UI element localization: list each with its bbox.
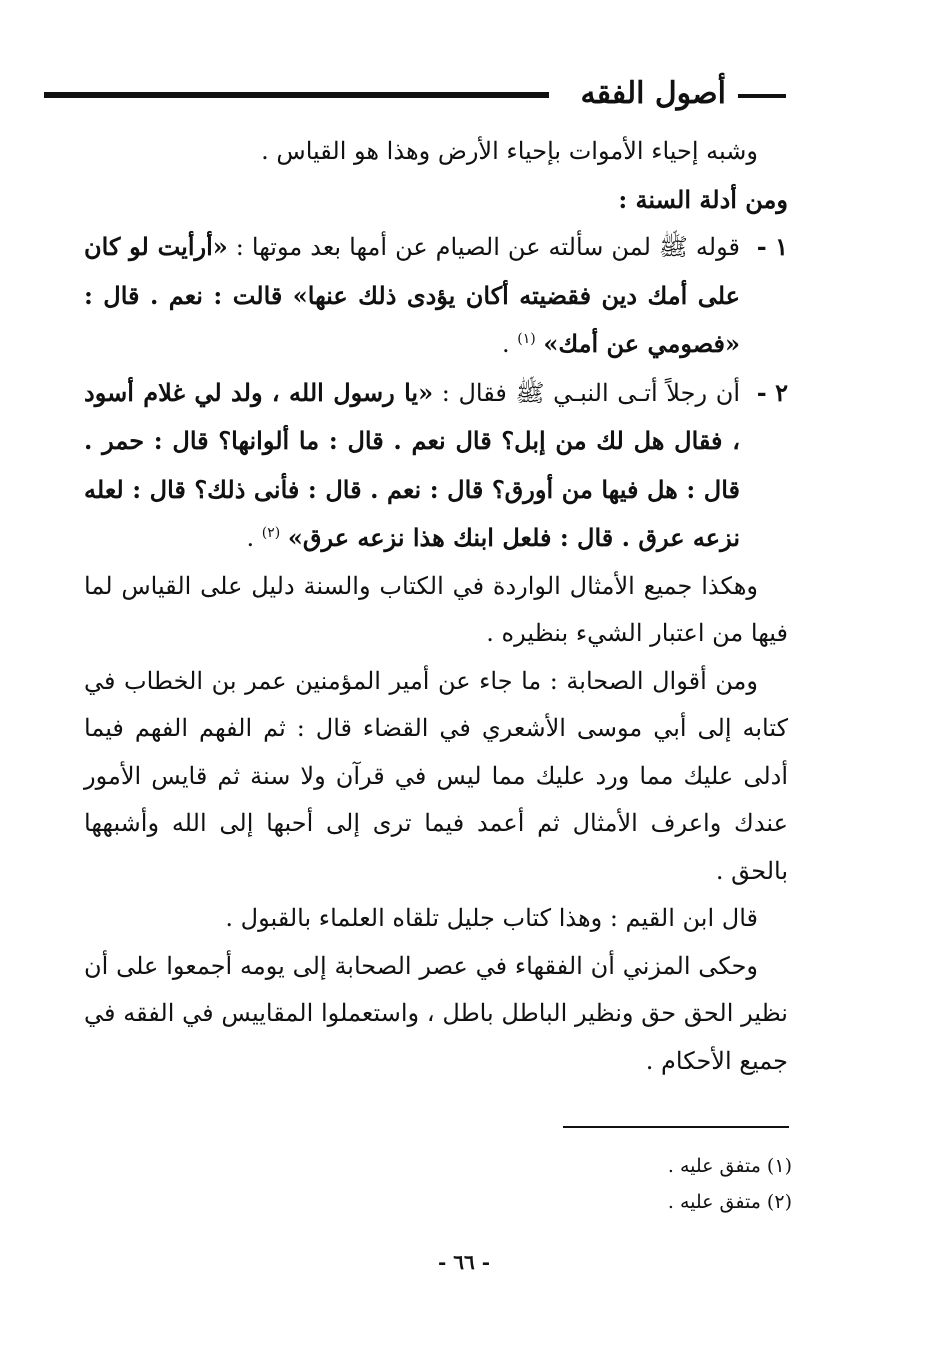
footnote-separator xyxy=(563,1126,789,1128)
footnote: (٢) متفق عليه . xyxy=(667,1191,792,1213)
hadith-quote: «يا رسول الله ، ولد لي غلام أسود ، فقال هل لك من إبل؟ قال نعم . قال : ما ألوانها؟ قال : حمر . قال : هل فيها من أورق؟ قال : نعم . قال : فأنى ذلك؟ قال : لعله نزعه عرق . قال : فلعل ابنك هذا نزعه عرق» xyxy=(84,377,740,552)
page-number: - ٦٦ - xyxy=(437,1250,490,1274)
footnote-reference: (١) xyxy=(517,331,536,347)
header-rule xyxy=(44,92,549,98)
paragraph-ibn-qayyim: قال ابن القيم : وهذا كتاب جليل تلقاه العلماء بالقبول . xyxy=(225,904,758,932)
paragraph-qiyas: وشبه إحياء الأموات بإحياء الأرض وهذا هو القياس . xyxy=(261,137,758,165)
body-text xyxy=(84,128,788,1085)
list-item-number: ١ - xyxy=(756,232,788,261)
paragraph-muzani: وحكى المزني أن الفقهاء في عصر الصحابة إلى يومه أجمعوا على أن نظير الحق حق ونظير الباطل باطل ، واستعملوا المقاييس في الفقه في جميع الأحكام . xyxy=(84,951,788,1075)
list-item xyxy=(84,223,788,369)
running-header xyxy=(44,72,786,116)
footnote: (١) متفق عليه . xyxy=(667,1155,792,1177)
header-dash xyxy=(738,94,786,98)
paragraph-companions: ومن أقوال الصحابة : ما جاء عن أمير المؤمنين عمر بن الخطاب في كتابه إلى أبي موسى الأشعري في القضاء قال : ثم الفهم الفهم فيما أدلى عليك مما ورد عليك مما ليس في قرآن ولا سنة ثم قايس الأمور عندك واعرف الأمثال ثم أعمد فيما ترى إلى أحبها إلى الله وأشبهها بالحق . xyxy=(84,666,788,885)
paragraph-parables: وهكذا جميع الأمثال الواردة في الكتاب والسنة دليل على القياس لما فيها من اعتبار الشيء بنظيره . xyxy=(84,571,788,647)
list-item xyxy=(84,369,788,563)
list-item-number: ٢ - xyxy=(756,377,788,407)
item-end-mark: . xyxy=(246,524,255,552)
hadith-quote: «أرأيت لو كان على أمك دين فقضيته أكان يؤدى ذلك عنها» قالت : نعم . قال : «فصومي عن أمك» xyxy=(84,232,740,358)
footnote-reference: (٢) xyxy=(261,525,281,541)
item-lead-text: أن رجلاً أتـى النبـي ﷺ فقال : xyxy=(441,378,740,407)
item-lead-text: قوله ﷺ لمن سألته عن الصيام عن أمها بعد موتها : xyxy=(235,233,740,261)
item-end-mark: . xyxy=(502,330,510,358)
sunnah-evidence-heading: ومن أدلة السنة : xyxy=(618,184,788,214)
header-title: أصول الفقه xyxy=(580,76,726,111)
footnotes xyxy=(560,1148,792,1220)
